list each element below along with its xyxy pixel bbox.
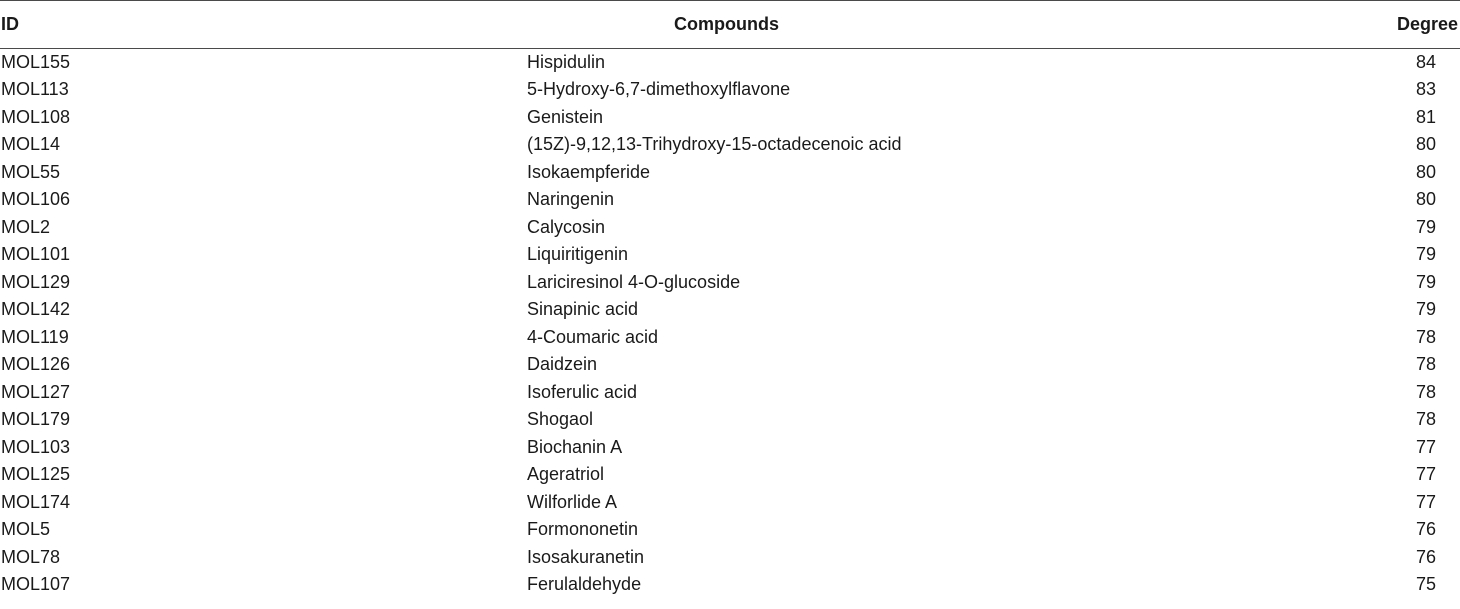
cell-compound: Isosakuranetin bbox=[527, 546, 645, 567]
table-row bbox=[0, 296, 1460, 324]
table-row bbox=[0, 516, 1460, 544]
cell-compound: Isoferulic acid bbox=[527, 381, 638, 402]
table-row bbox=[0, 269, 1460, 297]
cell-degree: 79 bbox=[1415, 271, 1436, 292]
cell-degree: 78 bbox=[1415, 354, 1436, 375]
cell-degree: 79 bbox=[1415, 244, 1436, 265]
table-row bbox=[0, 159, 1460, 187]
cell-compound: 5-Hydroxy-6,7-dimethoxylflavone bbox=[527, 79, 791, 100]
cell-degree: 78 bbox=[1415, 381, 1436, 402]
header-id: ID bbox=[0, 1, 527, 49]
cell-id: MOL126 bbox=[1, 354, 71, 375]
cell-degree: 81 bbox=[1415, 106, 1436, 127]
table-row bbox=[0, 131, 1460, 159]
table-row bbox=[0, 544, 1460, 572]
header-compounds-label: Compounds bbox=[674, 14, 779, 34]
cell-degree: 79 bbox=[1415, 299, 1436, 320]
table-header bbox=[0, 1, 1460, 49]
cell-degree: 76 bbox=[1415, 546, 1436, 567]
table-row bbox=[0, 434, 1460, 462]
header-row bbox=[0, 1, 1460, 49]
header-degree: Degree bbox=[1260, 1, 1460, 49]
cell-compound: Isokaempferide bbox=[527, 161, 651, 182]
cell-compound: Sinapinic acid bbox=[527, 299, 639, 320]
cell-id: MOL174 bbox=[1, 491, 71, 512]
table-row bbox=[0, 406, 1460, 434]
cell-id: MOL107 bbox=[1, 574, 71, 595]
cell-id: MOL179 bbox=[1, 409, 71, 430]
cell-degree: 80 bbox=[1415, 189, 1436, 210]
table-row bbox=[0, 49, 1460, 77]
cell-degree: 77 bbox=[1415, 491, 1436, 512]
cell-id: MOL106 bbox=[1, 189, 71, 210]
cell-degree: 78 bbox=[1415, 326, 1436, 347]
cell-degree: 79 bbox=[1415, 216, 1436, 237]
table-row bbox=[0, 571, 1460, 599]
cell-compound: Shogaol bbox=[527, 409, 594, 430]
cell-id: MOL55 bbox=[1, 161, 61, 182]
cell-compound: Daidzein bbox=[527, 354, 598, 375]
cell-id: MOL113 bbox=[1, 79, 69, 100]
cell-id: MOL2 bbox=[1, 216, 51, 237]
cell-degree: 77 bbox=[1415, 464, 1436, 485]
cell-compound: Hispidulin bbox=[527, 52, 606, 72]
cell-compound: Wilforlide A bbox=[527, 491, 618, 512]
header-compounds bbox=[527, 1, 1260, 49]
cell-degree: 80 bbox=[1415, 134, 1436, 155]
cell-id: MOL155 bbox=[1, 52, 71, 72]
cell-id: MOL119 bbox=[1, 326, 69, 347]
cell-degree: 75 bbox=[1415, 574, 1436, 595]
cell-degree: 77 bbox=[1415, 436, 1436, 457]
table-row bbox=[0, 489, 1460, 517]
cell-degree: 78 bbox=[1415, 409, 1436, 430]
table-row bbox=[0, 379, 1460, 407]
table-row bbox=[0, 104, 1460, 132]
cell-compound: 4-Coumaric acid bbox=[527, 326, 659, 347]
cell-compound: Ageratriol bbox=[527, 464, 605, 485]
cell-degree: 83 bbox=[1415, 79, 1436, 100]
cell-compound: Lariciresinol 4-O-glucoside bbox=[527, 271, 741, 292]
cell-id: MOL78 bbox=[1, 546, 61, 567]
cell-id: MOL125 bbox=[1, 464, 71, 485]
cell-degree: 80 bbox=[1415, 161, 1436, 182]
cell-compound: Calycosin bbox=[527, 216, 606, 237]
cell-compound: Formononetin bbox=[527, 519, 639, 540]
cell-id: MOL14 bbox=[1, 134, 61, 155]
table-row bbox=[0, 214, 1460, 242]
cell-id: MOL142 bbox=[1, 299, 71, 320]
cell-compound: Genistein bbox=[527, 106, 604, 127]
table-row bbox=[0, 186, 1460, 214]
cell-id: MOL127 bbox=[1, 381, 71, 402]
table-row bbox=[0, 461, 1460, 489]
cell-id: MOL108 bbox=[1, 106, 71, 127]
table-row bbox=[0, 324, 1460, 352]
cell-degree: 76 bbox=[1415, 519, 1436, 540]
table-row bbox=[0, 76, 1460, 104]
cell-compound: Biochanin A bbox=[527, 436, 623, 457]
cell-degree: 84 bbox=[1415, 52, 1436, 72]
table-row bbox=[0, 351, 1460, 379]
cell-id: MOL101 bbox=[1, 244, 71, 265]
cell-compound: Naringenin bbox=[527, 189, 615, 210]
cell-compound: Liquiritigenin bbox=[527, 244, 629, 265]
cell-id: MOL129 bbox=[1, 271, 71, 292]
table-row bbox=[0, 241, 1460, 269]
table-body bbox=[0, 49, 1460, 599]
cell-compound: (15Z)-9,12,13-Trihydroxy-15-octadecenoic acid bbox=[527, 134, 902, 155]
cell-id: MOL5 bbox=[1, 519, 51, 540]
cell-id: MOL103 bbox=[1, 436, 71, 457]
cell-compound: Ferulaldehyde bbox=[527, 574, 642, 595]
